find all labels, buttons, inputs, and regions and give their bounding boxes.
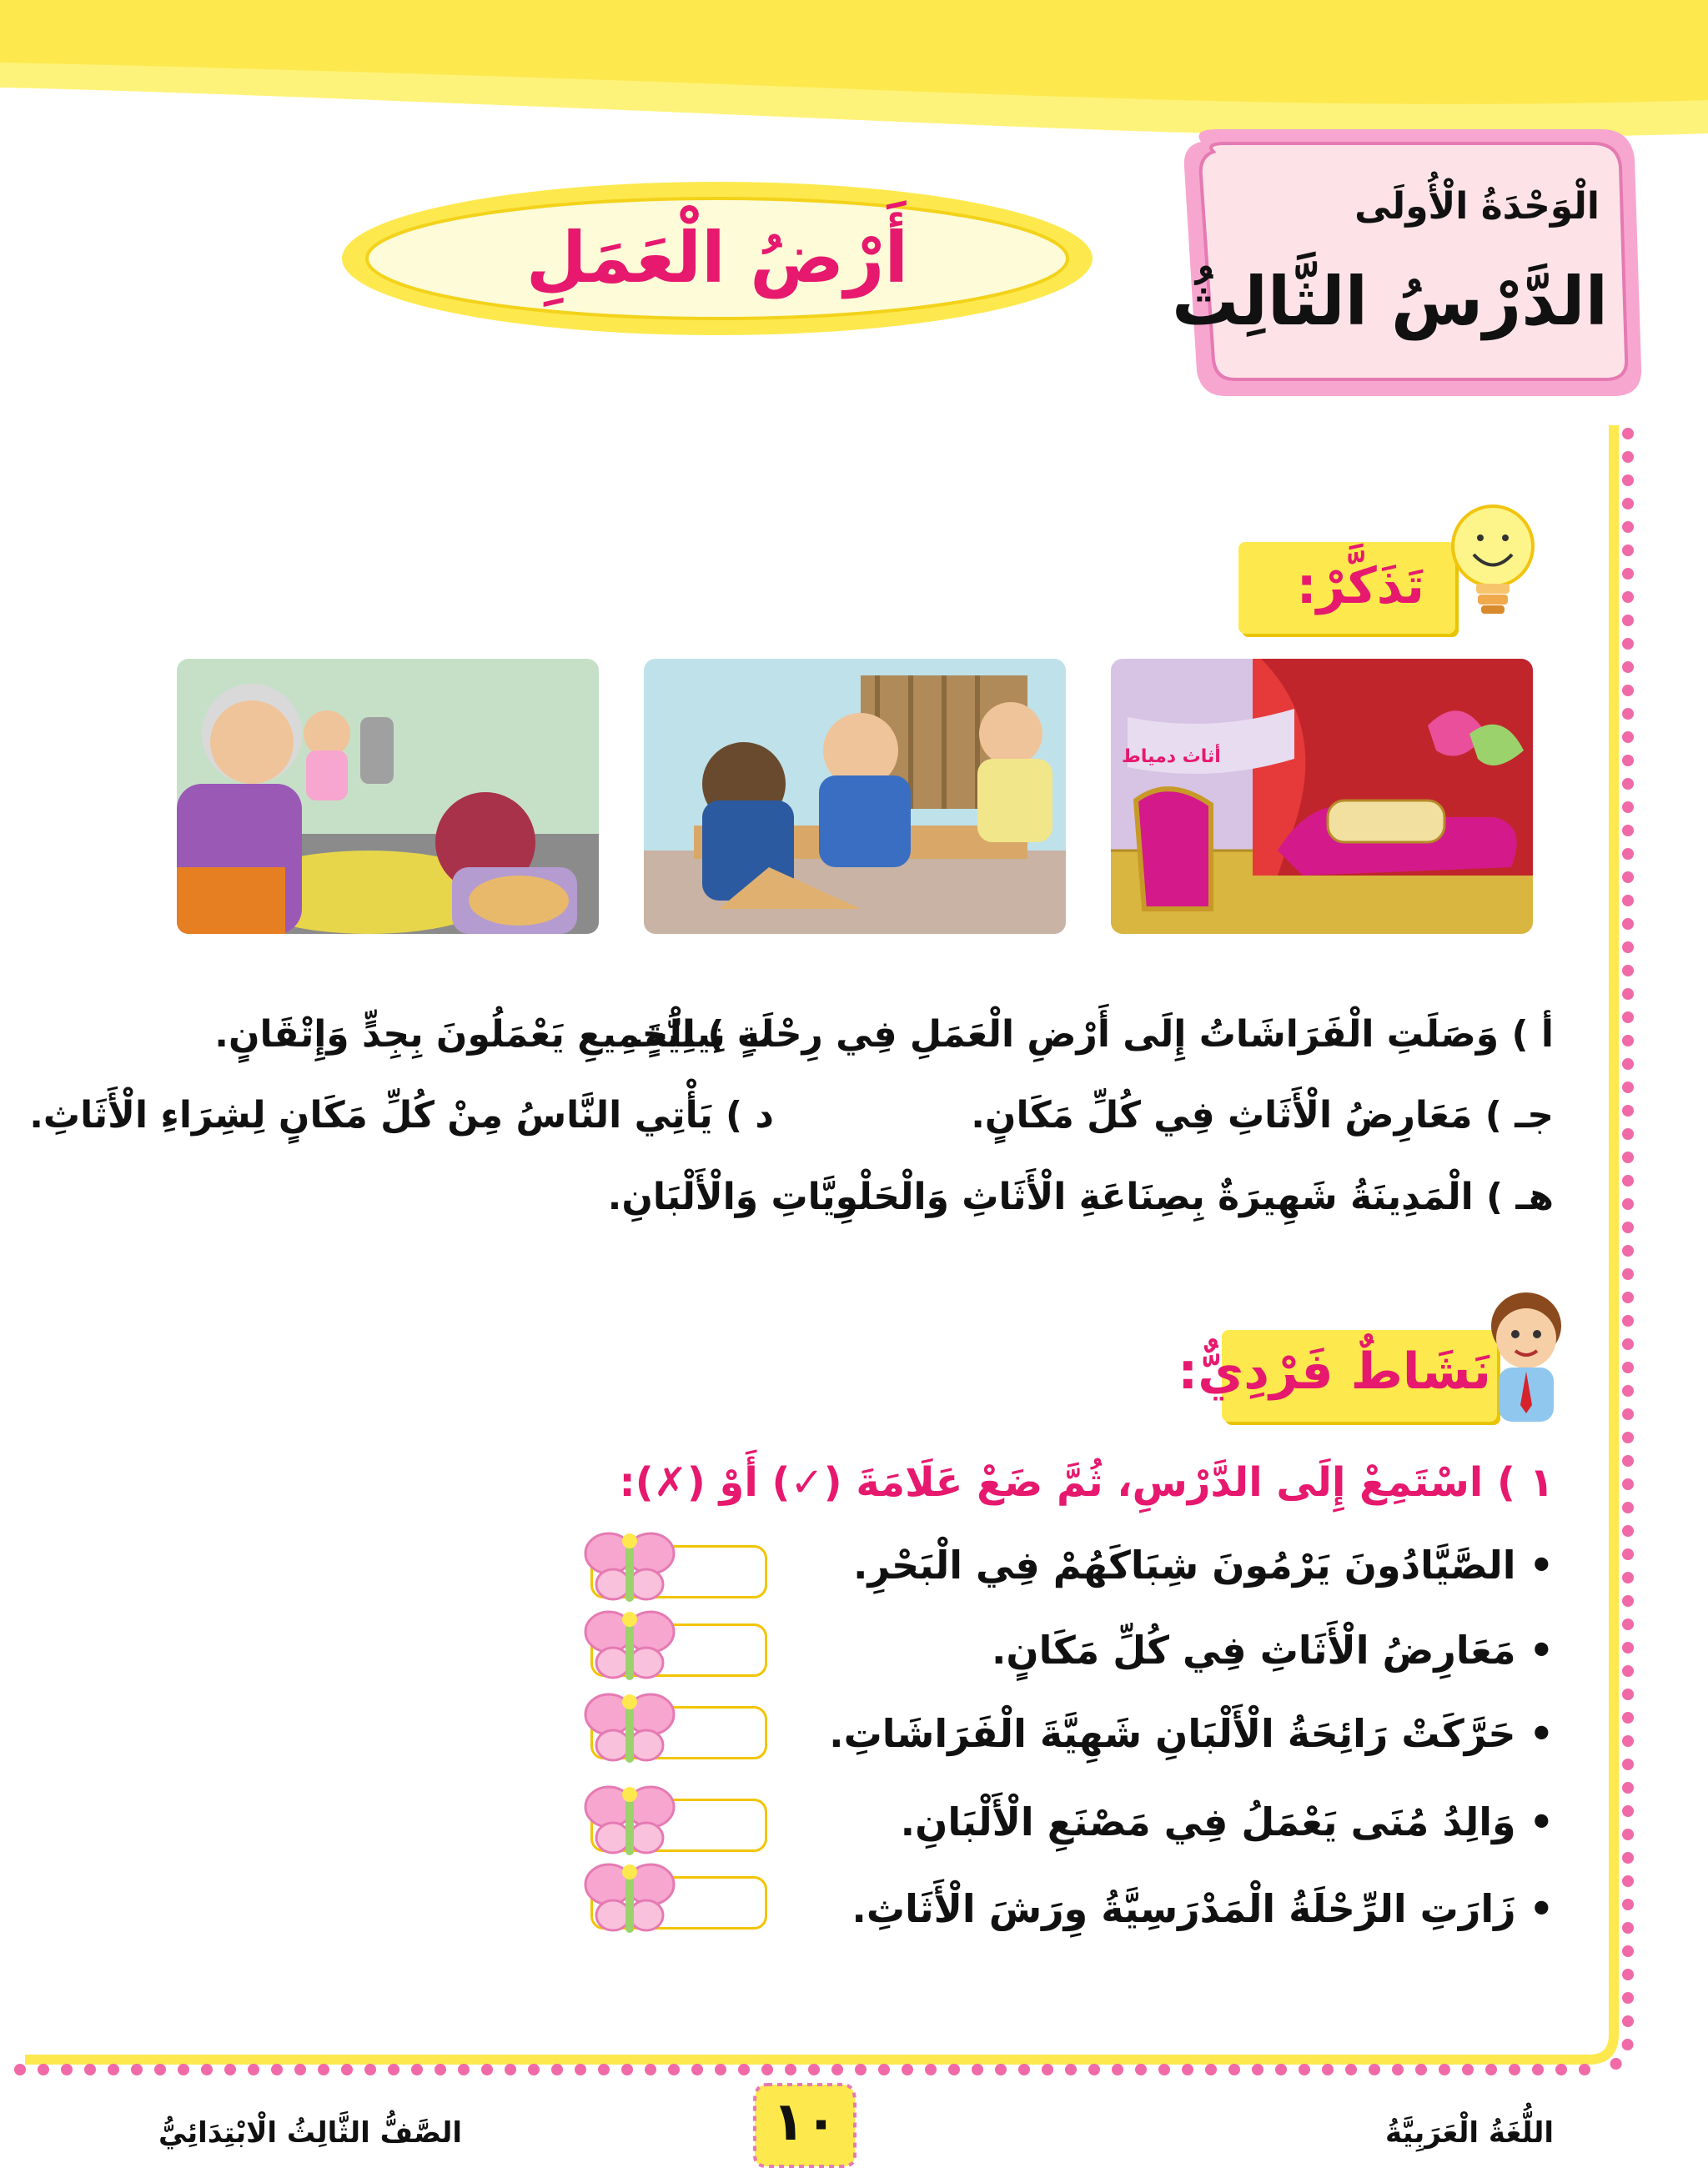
footer-grade: الصَّفُّ الثَّالِثُ الْابْتِدَائِيُّ — [158, 2116, 462, 2150]
statement-3: • حَرَّكَتْ رَائِحَةُ الْأَلْبَانِ شَهِيَّةَ الْفَرَاشَاتِ. — [829, 1711, 1554, 1756]
lesson-label: الدَّرْسُ الثَّالِثُ — [1172, 263, 1608, 340]
activity-label: نَشَاطٌ فَرْدِيٌّ: — [1178, 1342, 1491, 1401]
furniture-showroom-image — [1111, 659, 1533, 934]
statement-1: • الصَّيَّادُونَ يَرْمُونَ شِبَاكَهُمْ فِي الْبَحْرِ. — [852, 1543, 1554, 1588]
sweets-workshop-image — [177, 659, 599, 934]
lightbulb-icon — [1447, 500, 1539, 625]
statement-4: • وَالِدُ مُنَى يَعْمَلُ فِي مَصْنَعِ الْأَلْبَانِ. — [900, 1799, 1554, 1844]
butterfly-icon — [584, 1778, 676, 1861]
sentence-a: أ ) وَصَلَتِ الْفَرَاشَاتُ إِلَى أَرْضِ الْعَمَلِ فِي رِحْلَةٍ نِيلِيَّةٍ. — [630, 1013, 1554, 1056]
butterfly-icon — [584, 1603, 676, 1686]
statement-5: • زَارَتِ الرِّحْلَةُ الْمَدْرَسِيَّةُ وِرَشَ الْأَثَاثِ. — [851, 1886, 1554, 1931]
sentence-d: د ) يَأْتِي النَّاسُ مِنْ كُلِّ مَكَانٍ لِشِرَاءِ الْأَثَاثِ. — [29, 1094, 774, 1137]
sentence-b: ب ) الْجَمِيعِ يَعْمَلُونَ بِجِدٍّ وَإِتْقَانٍ. — [214, 1013, 774, 1056]
unit-label: الْوَحْدَةُ الْأُولَى — [1354, 185, 1600, 228]
statement-2: • مَعَارِضُ الْأَثَاثِ فِي كُلِّ مَكَانٍ. — [991, 1628, 1554, 1673]
remember-label: تَذَكَّرْ: — [1296, 557, 1424, 615]
page-title: أَرْضُ الْعَمَلِ — [525, 217, 909, 299]
butterfly-icon — [584, 1685, 676, 1769]
sentence-c: جـ ) مَعَارِضُ الْأَثَاثِ فِي كُلِّ مَكَانٍ. — [971, 1094, 1554, 1137]
boy-mascot-icon — [1480, 1288, 1572, 1426]
sentence-e: هـ ) الْمَدِينَةُ شَهِيرَةٌ بِصِنَاعَةِ الْأَثَاثِ وَالْحَلْوِيَّاتِ وَالْأَلْبَانِ. — [607, 1176, 1554, 1218]
activity-instruction: ١ ) اسْتَمِعْ إِلَى الدَّرْسِ، ثُمَّ ضَعْ عَلَامَةَ (✓) أَوْ (✗): — [619, 1459, 1554, 1506]
butterfly-icon — [584, 1524, 676, 1608]
furniture-sign: أثاث دمياط — [1122, 746, 1221, 767]
footer-subject: اللُّغَةُ الْعَرَبِيَّةُ — [1385, 2116, 1554, 2150]
page-number: ١٠ — [771, 2091, 838, 2153]
carpentry-workshop-image — [644, 659, 1066, 934]
butterfly-icon — [584, 1855, 676, 1939]
